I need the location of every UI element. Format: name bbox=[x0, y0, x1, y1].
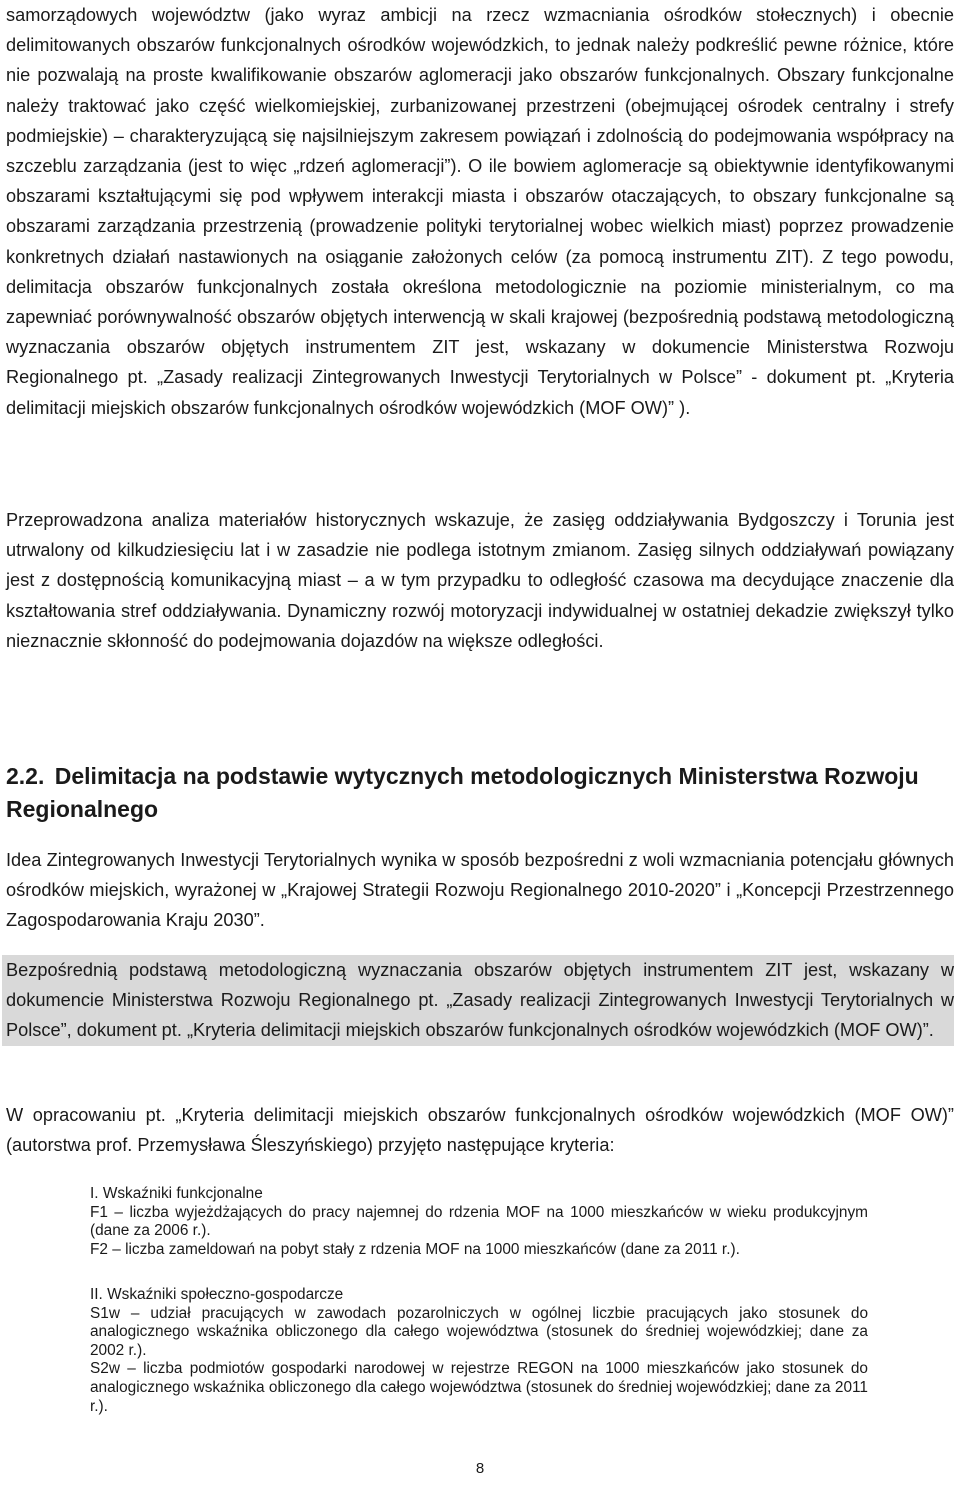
section-number: 2.2. bbox=[6, 763, 45, 789]
paragraph-opracowanie: W opracowaniu pt. „Kryteria delimitacji miejskich obszarów funkcjonalnych ośrodków wojewódzkich (MOF OW)” (autorstwa prof. Przemysława Śleszyńskiego) przyjęto następujące kryteria: bbox=[6, 1105, 954, 1156]
section-heading bbox=[6, 760, 954, 826]
criteria-item-s1w: S1w – udział pracujących w zawodach pozarolniczych w ogólnej liczbie pracujących jako stosunek do analogicznego wskaźnika obliczonego dla całego województwa (stosunek do średniej wojewódzkiej; dane za 2002 r.). bbox=[90, 1304, 868, 1359]
criteria-socioeconomic-title: II. Wskaźniki społeczno-gospodarcze bbox=[90, 1286, 344, 1303]
paragraph-aglomeracje: samorządowych województw (jako wyraz ambicji na rzecz wzmacniania ośrodków stołecznych) i obecnie delimitowanych obszarów funkcjonalnych ośrodków wojewódzkich, to jednak należy podkreślić pewne różnice, które nie pozwalają na proste kwalifikowanie obszarów aglomeracji jako obszarów funkcjonalnych. Obszary funkcjonalne należy traktować jako część wielkomiejskiej, zurbanizowanej przestrzeni (obejmującej ośrodek centralny i strefy podmiejskie) – charakteryzującą się najsilniejszym zakresem powiązań i zdolnością do podejmowania współpracy na szczeblu zarządzania (jest to więc „rdzeń aglomeracji”). O ile bowiem aglomeracje są obiektywnie identyfikowanymi obszarami kształtującymi się pod wpływem interakcji miasta i obszarów otaczających, to obszary funkcjonalne są obszarami zarządzania przestrzenią (prowadzenie polityki terytorialnej wobec wielkich miast) poprzez prowadzenie konkretnych działań nastawionych na osiąganie założonych celów (za pomocą instrumentu ZIT). Z tego powodu, delimitacja obszarów funkcjonalnych została określona metodologicznie na poziomie ministerialnym, co ma zapewniać porównywalność obszarów objętych interwencją w skali krajowej (bezpośrednią podstawą metodologiczną wyznaczania obszarów objętych instrumentem ZIT jest, wskazany w dokumencie Ministerstwa Rozwoju Regionalnego pt. „Zasady realizacji Zintegrowanych Inwestycji Terytorialnych w Polsce” - dokument pt. „Kryteria delimitacji miejskich obszarów funkcjonalnych ośrodków wojewódzkich (MOF OW)” ). bbox=[6, 5, 954, 418]
criteria-item-f1: F1 – liczba wyjeżdżających do pracy najemnej do rdzenia MOF na 1000 mieszkańców w wieku produkcyjnym (dane za 2006 r.). bbox=[90, 1203, 868, 1240]
paragraph-podstawa-metodologiczna: Bezpośrednią podstawą metodologiczną wyznaczania obszarów objętych instrumentem ZIT jest, wskazany w dokumencie Ministerstwa Rozwoju Regionalnego pt. „Zasady realizacji Zintegrowanych Inwestycji Terytorialnych w Polsce”, dokument pt. „Kryteria delimitacji miejskich obszarów funkcjonalnych ośrodków wojewódzkich (MOF OW)”. bbox=[2, 955, 954, 1046]
criteria-functional-title: I. Wskaźniki funkcjonalne bbox=[90, 1185, 263, 1202]
criteria-item-f2: F2 – liczba zameldowań na pobyt stały z rdzenia MOF na 1000 mieszkańców (dane za 2011 r.). bbox=[90, 1240, 740, 1258]
section-title: Delimitacja na podstawie wytycznych metodologicznych Ministerstwa Rozwoju Regionalnego bbox=[6, 763, 919, 822]
criteria-functional bbox=[90, 1185, 868, 1259]
paragraph-analiza: Przeprowadzona analiza materiałów historycznych wskazuje, że zasięg oddziaływania Bydgoszczy i Torunia jest utrwalony od kilkudziesięciu lat i w zasadzie nie podlega istotnym zmianom. Zasięg silnych oddziaływań powiązany jest z dostępnością komunikacyjną miast – a w tym przypadku to odległość czasowa ma decydujące znaczenie dla kształtowania stref oddziaływania. Dynamiczny rozwój motoryzacji indywidualnej w ostatniej dekadzie zwiększył tylko nieznacznie skłonność do podejmowania dojazdów na większe odległości. bbox=[6, 510, 954, 651]
criteria-socioeconomic bbox=[90, 1286, 868, 1416]
paragraph-idea-zit: Idea Zintegrowanych Inwestycji Terytorialnych wynika w sposób bezpośredni z woli wzmacniania potencjału głównych ośrodków miejskich, wyrażonej w „Krajowej Strategii Rozwoju Regionalnego 2010-2020” i „Koncepcji Przestrzennego Zagospodarowania Kraju 2030”. bbox=[6, 850, 954, 931]
page-number: 8 bbox=[475, 1460, 485, 1477]
criteria-item-s2w: S2w – liczba podmiotów gospodarki narodowej w rejestrze REGON na 1000 mieszkańców jako stosunek do analogicznego wskaźnika obliczonego dla całego województwa (stosunek do średniej wojewódzkiej; dane za 2011 r.). bbox=[90, 1360, 868, 1415]
